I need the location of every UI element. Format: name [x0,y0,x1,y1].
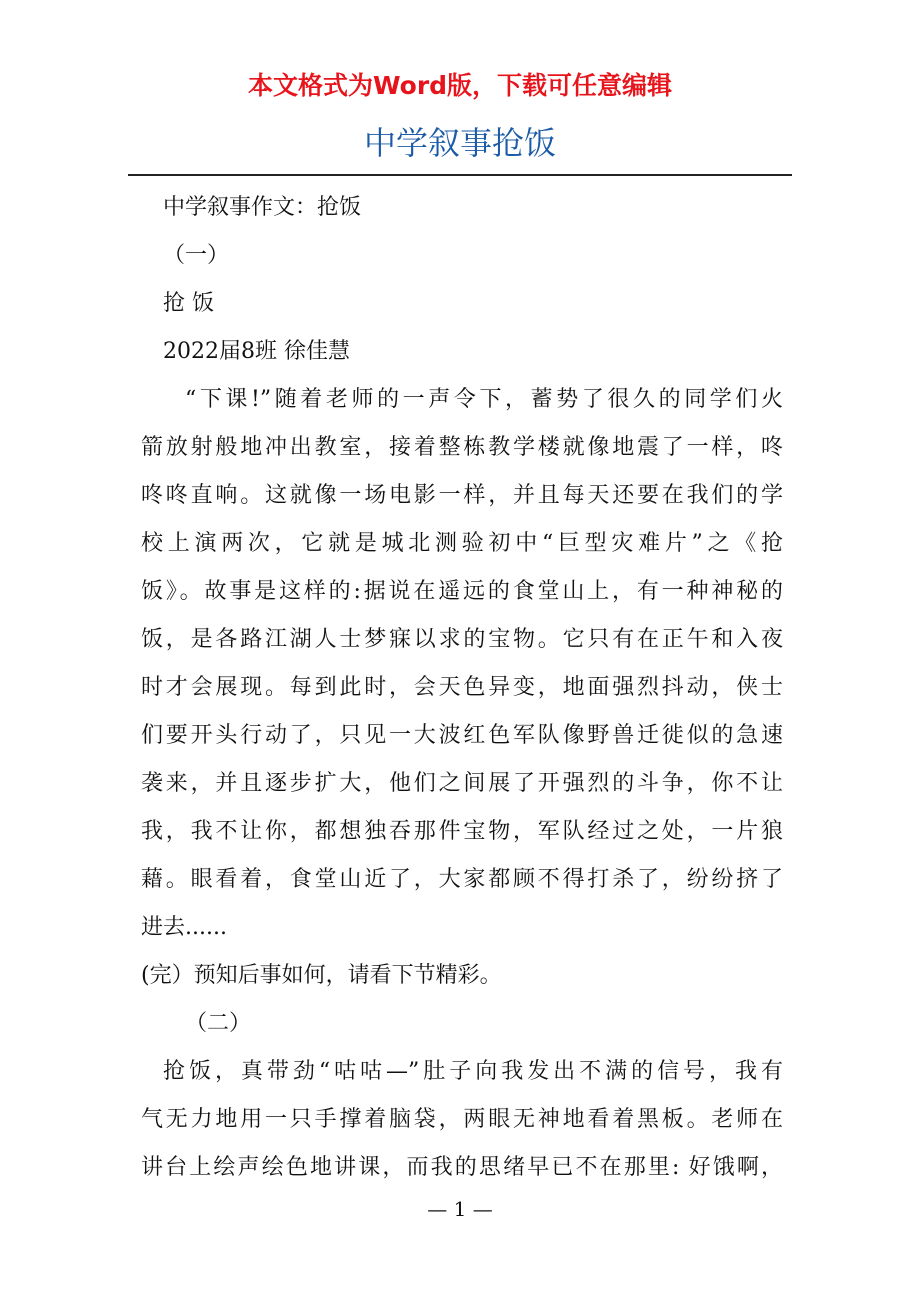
document-body [141,184,783,1192]
paragraph-line: 进去...... [141,915,227,940]
paragraph-2 [141,1048,783,1192]
paragraph-line: 藉。眼看着，食堂山近了，大家都顾不得打杀了，纷纷挤了 [141,867,783,892]
paragraph-1 [141,376,783,952]
page-number: — 1 — [427,1197,493,1221]
document-title: 中学叙事抢饭 [363,124,556,162]
title-divider [128,174,792,176]
paragraph-line: 时才会展现。每到此时，会天色异变，地面强烈抖动，侠士 [141,675,783,700]
paragraph-line: 校上演两次，它就是城北测验初中“巨型灾难片”之《抢 [141,531,783,556]
section-title-1: 抢 饭 [163,291,214,316]
paragraph-line: 饭，是各路江湖人士梦寐以求的宝物。它只有在正午和入夜 [141,627,783,652]
paragraph-line: 我，我不让你，都想独吞那件宝物，军队经过之处，一片狼 [141,819,783,844]
format-notice-banner: 本文格式为Word版，下载可任意编辑 [247,71,673,100]
section-label-2: （二） [185,1011,252,1036]
ending-line: (完）预知后事如何，请看下节精彩。 [141,963,502,988]
author-line: 2022届8班 徐佳慧 [163,339,350,364]
section-label-1: （一） [163,243,230,268]
paragraph-line: 袭来，并且逐步扩大，他们之间展了开强烈的斗争，你不让 [141,771,783,796]
paragraph-line: 抢饭，真带劲“咕咕—”肚子向我发出不满的信号，我有 [163,1059,783,1084]
paragraph-line: 气无力地用一只手撑着脑袋，两眼无神地看着黑板。老师在 [141,1107,783,1132]
paragraph-line: “下课!”随着老师的一声令下，蓄势了很久的同学们火 [185,387,783,412]
paragraph-line: 箭放射般地冲出教室，接着整栋教学楼就像地震了一样，咚 [141,435,783,460]
paragraph-line: 饭》。故事是这样的:据说在遥远的食堂山上，有一种神秘的 [141,579,783,604]
paragraph-line: 咚咚直响。这就像一场电影一样，并且每天还要在我们的学 [141,483,783,508]
paragraph-line: 讲台上绘声绘色地讲课，而我的思绪早已不在那里: 好饿啊， [141,1155,783,1180]
paragraph-line: 们要开头行动了，只见一大波红色军队像野兽迁徙似的急速 [141,723,783,748]
essay-subtitle: 中学叙事作文：抢饭 [163,195,362,220]
